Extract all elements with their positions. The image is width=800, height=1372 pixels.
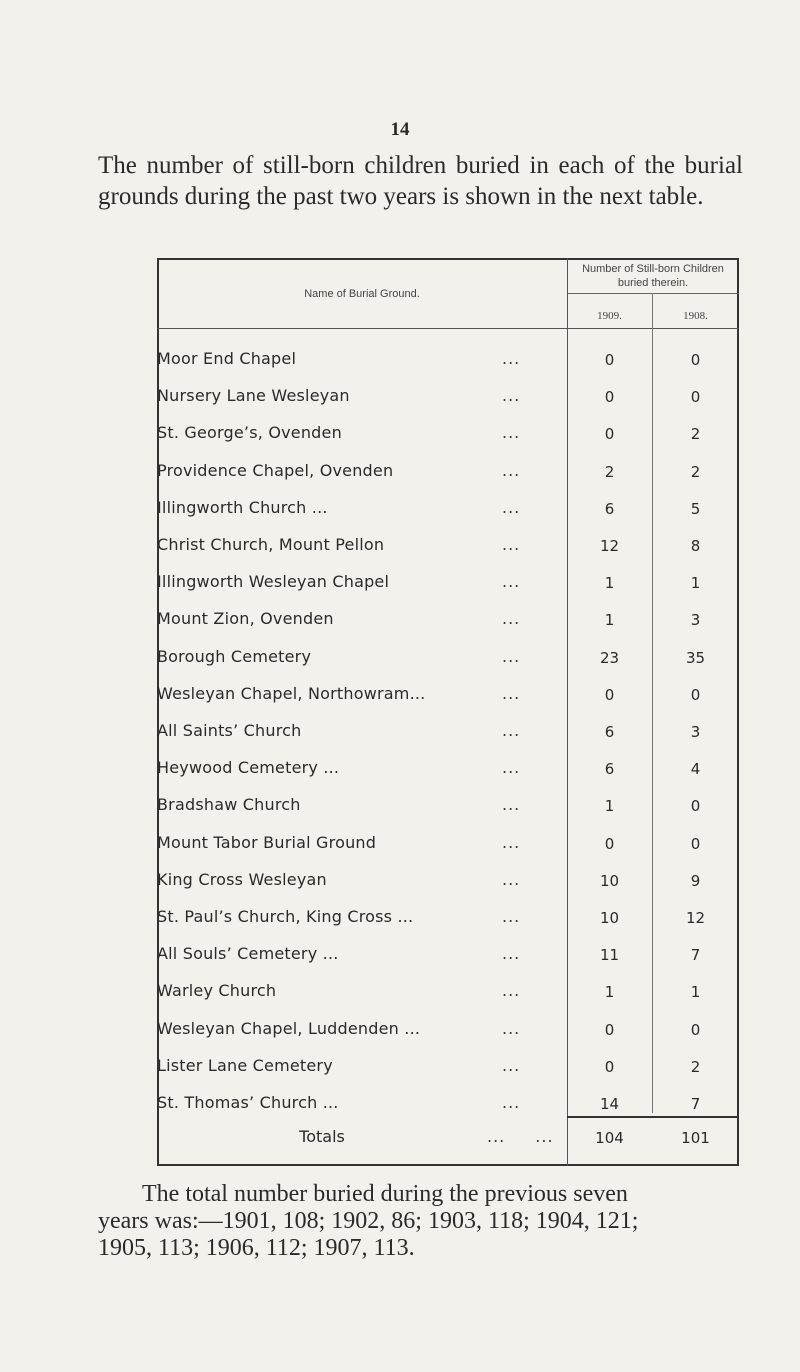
- leader-dots: ...: [502, 795, 521, 815]
- leader-dots: ...: [502, 1093, 521, 1112]
- table-row: [157, 793, 739, 821]
- count-1909: 6: [604, 499, 615, 518]
- leader-dots: ...: [502, 869, 521, 889]
- totals-leader-dots: ... ...: [487, 1127, 554, 1146]
- burial-ground-name: Moor End Chapel: [157, 349, 297, 368]
- count-1908: 2: [690, 1057, 701, 1076]
- leader-dots: ...: [502, 832, 521, 852]
- leader-dots: ...: [502, 944, 521, 964]
- table-row: [157, 645, 739, 673]
- count-1909: 0: [604, 1020, 615, 1039]
- count-1909: 0: [604, 351, 615, 369]
- burial-ground-name: Warley Church: [157, 981, 277, 1001]
- burial-table: [157, 258, 739, 1166]
- count-1908: 3: [690, 611, 701, 630]
- burial-ground-name: Illingworth Church ...: [157, 497, 328, 517]
- count-1909: 0: [604, 425, 615, 444]
- count-1908: 9: [690, 871, 701, 890]
- count-1909: 0: [604, 1057, 615, 1076]
- burial-ground-name: St. Thomas’ Church ...: [157, 1093, 339, 1112]
- table-row: [157, 831, 739, 859]
- count-1908: 7: [690, 1095, 701, 1113]
- count-1909: 12: [599, 537, 620, 555]
- count-1908: 4: [690, 760, 701, 779]
- count-1909: 11: [599, 946, 620, 965]
- footer-line-1: The total number buried during the previous seven: [142, 1181, 628, 1207]
- table-row: [157, 1054, 739, 1082]
- burial-ground-name: Nursery Lane Wesleyan: [157, 386, 350, 406]
- table-row: [157, 719, 739, 747]
- footer-line-3: 1905, 113; 1906, 112; 1907, 113.: [98, 1235, 415, 1261]
- table-row: [157, 347, 739, 375]
- leader-dots: ...: [502, 758, 521, 778]
- table-row: [157, 979, 739, 1007]
- count-1908: 0: [690, 1020, 701, 1039]
- leader-dots: ...: [502, 646, 521, 666]
- count-1908: 3: [690, 723, 701, 741]
- count-1908: 0: [690, 388, 701, 407]
- burial-ground-name: Illingworth Wesleyan Chapel: [157, 572, 390, 592]
- count-1909: 10: [599, 871, 620, 890]
- burial-ground-name: Bradshaw Church: [157, 795, 301, 815]
- table-row: [157, 533, 739, 561]
- group-sub-rule: [567, 293, 739, 294]
- count-1909: 0: [604, 388, 615, 407]
- leader-dots: ...: [502, 386, 521, 406]
- total-1908: 101: [681, 1129, 710, 1147]
- leader-dots: ...: [502, 349, 521, 368]
- table-bottom-rule: [157, 1164, 739, 1166]
- count-1909: 2: [604, 462, 615, 481]
- leader-dots: ...: [502, 572, 521, 592]
- table-row: [157, 421, 739, 449]
- table-row: [157, 682, 739, 710]
- count-1908: 0: [690, 351, 701, 369]
- burial-ground-name: All Saints’ Church: [157, 721, 302, 740]
- page-number: 14: [390, 119, 410, 140]
- burial-ground-name: Borough Cemetery: [157, 646, 312, 666]
- leader-dots: ...: [502, 423, 521, 443]
- leader-dots: ...: [502, 609, 521, 629]
- count-1908: 12: [685, 909, 706, 927]
- table-row: [157, 868, 739, 896]
- count-1909: 1: [604, 574, 615, 593]
- count-1909: 10: [599, 909, 620, 927]
- count-1908: 2: [690, 462, 701, 481]
- total-1909: 104: [595, 1129, 624, 1147]
- count-1909: 0: [604, 834, 615, 853]
- count-1909: 1: [604, 983, 615, 1002]
- burial-ground-name: Mount Tabor Burial Ground: [157, 832, 377, 852]
- footer-line-2: years was:—1901, 108; 1902, 86; 1903, 118; 1904, 121;: [98, 1208, 639, 1234]
- table-row: [157, 1091, 739, 1119]
- count-1908: 7: [690, 946, 701, 965]
- count-1909: 6: [604, 723, 615, 741]
- count-1908: 8: [690, 537, 701, 555]
- count-1908: 1: [690, 983, 701, 1002]
- burial-ground-name: Providence Chapel, Ovenden: [157, 460, 394, 480]
- table-top-rule: [157, 258, 739, 260]
- table-row: [157, 459, 739, 487]
- count-1908: 2: [690, 425, 701, 444]
- footer-paragraph: [98, 1181, 758, 1262]
- leader-dots: ...: [502, 460, 521, 480]
- count-1908: 0: [690, 797, 701, 816]
- burial-ground-name: Christ Church, Mount Pellon: [157, 535, 385, 554]
- table-row: [157, 756, 739, 784]
- count-1909: 23: [599, 648, 620, 667]
- table-row: [157, 905, 739, 933]
- count-1908: 35: [685, 648, 706, 667]
- count-1909: 1: [604, 611, 615, 630]
- burial-ground-name: All Souls’ Cemetery ...: [157, 944, 339, 964]
- burial-ground-name: King Cross Wesleyan: [157, 869, 327, 889]
- table-row: [157, 1017, 739, 1045]
- burial-ground-name: Wesleyan Chapel, Luddenden ...: [157, 1018, 421, 1038]
- burial-ground-name: Heywood Cemetery ...: [157, 758, 340, 778]
- count-1909: 0: [604, 685, 615, 704]
- leader-dots: ...: [502, 907, 521, 926]
- count-1908: 0: [690, 685, 701, 704]
- burial-ground-name: Lister Lane Cemetery: [157, 1055, 333, 1075]
- burial-ground-name: Mount Zion, Ovenden: [157, 609, 334, 629]
- leader-dots: ...: [502, 1018, 521, 1038]
- leader-dots: ...: [502, 497, 521, 517]
- table-row: [157, 384, 739, 412]
- leader-dots: ...: [502, 1055, 521, 1075]
- burial-ground-name: St. George’s, Ovenden: [157, 423, 342, 443]
- table-row: [157, 496, 739, 524]
- header-year-1909: 1909.: [597, 310, 622, 322]
- burial-ground-name: St. Paul’s Church, King Cross ...: [157, 907, 414, 926]
- count-1909: 1: [604, 797, 615, 816]
- header-name-of-burial-ground: Name of Burial Ground.: [304, 288, 420, 300]
- burial-ground-name: Wesleyan Chapel, Northowram...: [157, 683, 426, 703]
- totals-label: Totals: [299, 1127, 345, 1146]
- count-1908: 1: [690, 574, 701, 593]
- count-1908: 5: [690, 499, 701, 518]
- table-row: [157, 607, 739, 635]
- leader-dots: ...: [502, 721, 521, 740]
- table-row: [157, 570, 739, 598]
- leader-dots: ...: [502, 683, 521, 703]
- count-1908: 0: [690, 834, 701, 853]
- totals-row: [157, 1125, 739, 1153]
- intro-paragraph: The number of still-born children buried in each of the burial grounds during the past two years is shown in the next table.: [98, 152, 743, 210]
- leader-dots: ...: [502, 535, 521, 554]
- header-year-1908: 1908.: [683, 310, 708, 322]
- table-row: [157, 942, 739, 970]
- leader-dots: ...: [502, 981, 521, 1001]
- count-1909: 6: [604, 760, 615, 779]
- header-still-born-count: Number of Still-born Children buried therein.: [582, 263, 724, 289]
- count-1909: 14: [599, 1095, 620, 1113]
